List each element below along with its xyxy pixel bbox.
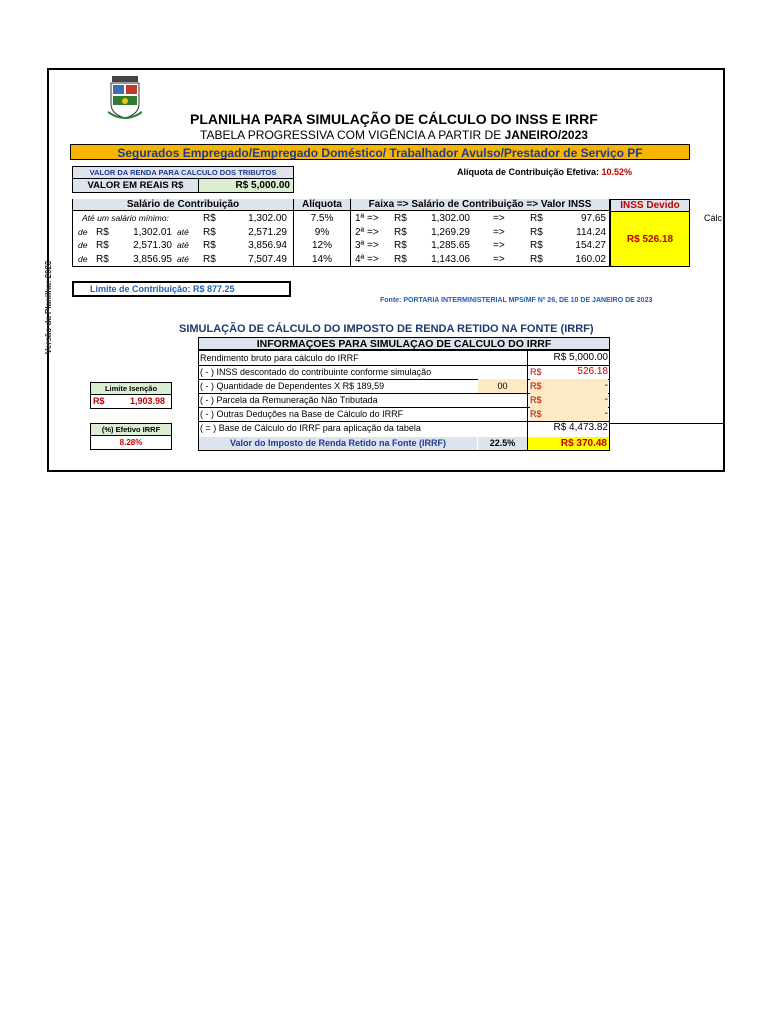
row-prefix: de bbox=[78, 240, 88, 250]
arrow: => bbox=[493, 253, 505, 265]
col-aliquota-header: Alíquota bbox=[294, 199, 350, 211]
arrow: => bbox=[493, 213, 505, 224]
divider bbox=[350, 199, 351, 267]
currency: R$ bbox=[96, 240, 109, 251]
aliquota-rate: 7.5% bbox=[310, 213, 334, 224]
irrf-final-rate: 22.5% bbox=[478, 437, 527, 450]
currency: R$ bbox=[530, 226, 543, 238]
subtitle-prefix: TABELA PROGRESSIVA COM VIGÊNCIA A PARTIR DE bbox=[200, 128, 505, 142]
row-prefix: de bbox=[78, 226, 88, 237]
salario-from: 2,571.30 bbox=[133, 240, 172, 251]
currency: R$ bbox=[394, 213, 407, 224]
irrf-row-label: ( - ) Quantidade de Dependentes X R$ 189,59 bbox=[200, 381, 385, 391]
faixa-base: 1,143.06 bbox=[431, 253, 470, 265]
subtitle-period: JANEIRO/2023 bbox=[504, 128, 588, 142]
faixa-label: 3ª => bbox=[355, 240, 379, 251]
currency: R$ bbox=[203, 213, 216, 224]
fonte-citation: Fonte: PORTARIA INTERMINISTERIAL MPS/MF Nº 26, DE 10 DE JANEIRO DE 2023 bbox=[380, 297, 653, 304]
faixa-label: 4ª => bbox=[355, 253, 379, 265]
valor-renda-input[interactable]: R$ 5,000.00 bbox=[199, 179, 293, 192]
irrf-row-label: Rendimento bruto para cálculo do IRRF bbox=[200, 353, 359, 363]
faixa-valor: 160.02 bbox=[575, 253, 606, 265]
efetivo-irrf-value: 8.28% bbox=[119, 438, 143, 447]
irrf-row-label: ( - ) INSS descontado do contribuinte conforme simulação bbox=[200, 367, 432, 377]
aliquota-rate: 9% bbox=[314, 226, 330, 238]
limite-contribuicao: Limite de Contribuição: R$ 877.25 bbox=[72, 281, 291, 297]
currency: R$ bbox=[394, 226, 407, 238]
col-faixa-header: Faixa => Salário de Contribuição => Valor INSS bbox=[351, 199, 609, 211]
limite-isencao-label: Limite Isenção bbox=[91, 383, 171, 395]
row-ate: até bbox=[177, 253, 189, 264]
aliquota-rate: 14% bbox=[311, 253, 332, 265]
currency: R$ bbox=[530, 253, 543, 265]
faixa-base: 1,269.29 bbox=[431, 226, 470, 238]
currency: R$ bbox=[394, 240, 407, 251]
currency: R$ bbox=[394, 253, 407, 265]
irrf-row-value: R$ 5,000.00 bbox=[553, 352, 608, 363]
currency: R$ bbox=[530, 407, 550, 421]
limite-isencao-value bbox=[91, 395, 171, 408]
aliquota-efetiva-label: Alíquota de Contribuição Efetiva: bbox=[457, 167, 600, 177]
irrf-row-value[interactable]: - bbox=[550, 379, 608, 393]
irrf-row-label: ( - ) Parcela da Remuneração Não Tributada bbox=[200, 395, 378, 405]
faixa-base: 1,302.00 bbox=[431, 213, 470, 224]
page-title: PLANILHA PARA SIMULAÇÃO DE CÁLCULO DO INSS E IRRF bbox=[190, 111, 598, 127]
aliquota-rate: 12% bbox=[311, 240, 332, 251]
currency: R$ bbox=[203, 240, 216, 251]
currency: R$ bbox=[530, 379, 550, 393]
row-ate: até bbox=[177, 226, 189, 237]
irrf-final-label: Valor do Imposto de Renda Retido na Fonte (IRRF) bbox=[199, 437, 477, 450]
irrf-row-value[interactable]: - bbox=[550, 393, 608, 407]
faixa-valor: 114.24 bbox=[576, 226, 606, 238]
currency: R$ bbox=[96, 253, 109, 265]
inss-devido-value: R$ 526.18 bbox=[610, 211, 690, 267]
currency: R$ bbox=[203, 253, 216, 265]
col-salario-header: Salário de Contribuição bbox=[73, 199, 293, 211]
valor-label: VALOR EM REAIS R$ bbox=[73, 179, 199, 192]
irrf-row-label: ( - ) Outras Deduções na Base de Cálculo do IRRF bbox=[200, 409, 404, 419]
faixa-valor: 154.27 bbox=[575, 240, 606, 251]
irrf-title: SIMULAÇÃO DE CÁLCULO DO IMPOSTO DE RENDA RETIDO NA FONTE (IRRF) bbox=[179, 323, 594, 335]
faixa-base: 1,285.65 bbox=[431, 240, 470, 251]
aliquota-efetiva-value: 10.52% bbox=[601, 167, 633, 177]
dependentes-input[interactable]: 00 bbox=[478, 379, 527, 393]
salario-to: 7,507.49 bbox=[248, 253, 287, 265]
irrf-row-value: R$ 4,473.82 bbox=[553, 422, 608, 433]
salario-to: 1,302.00 bbox=[248, 213, 287, 224]
row-ate: até bbox=[177, 240, 189, 250]
salario-from: 3,856.95 bbox=[133, 253, 172, 265]
currency: R$ bbox=[530, 240, 543, 251]
currency: R$ bbox=[530, 213, 543, 224]
divider bbox=[610, 423, 725, 424]
faixa-label: 2ª => bbox=[355, 226, 379, 238]
irrf-row-value[interactable]: - bbox=[550, 407, 608, 421]
irrf-final-value: R$ 370.48 bbox=[528, 437, 609, 450]
aliquota-efetiva bbox=[457, 167, 632, 177]
currency: R$ bbox=[530, 393, 550, 407]
version-label: Versão da Planilha: 2023 bbox=[44, 260, 53, 354]
arrow: => bbox=[493, 240, 505, 251]
segurados-banner: Segurados Empregado/Empregado Doméstico/ Trabalhador Avulso/Prestador de Serviço PF bbox=[70, 144, 690, 160]
salario-minimo-label: Até um salário mínimo: bbox=[82, 213, 169, 223]
faixa-label: 1ª => bbox=[355, 213, 379, 224]
salario-to: 2,571.29 bbox=[248, 226, 287, 238]
limite-isencao-amount: 1,903.98 bbox=[129, 396, 165, 406]
efetivo-irrf-label: (%) Efetivo IRRF bbox=[91, 424, 171, 436]
irrf-row-value: 526.18 bbox=[577, 366, 608, 377]
page-subtitle bbox=[200, 128, 588, 142]
row-prefix: de bbox=[78, 253, 88, 264]
currency: R$ bbox=[203, 226, 216, 238]
renda-header: VALOR DA RENDA PARA CALCULO DOS TRIBUTOS bbox=[73, 167, 293, 179]
currency: R$ bbox=[530, 367, 542, 377]
coat-of-arms-logo bbox=[108, 76, 142, 122]
currency: R$ bbox=[96, 226, 109, 238]
irrf-row-label: ( = ) Base de Cálculo do IRRF para aplicação da tabela bbox=[200, 423, 421, 433]
col-inss-header: INSS Devido bbox=[610, 199, 690, 212]
arrow: => bbox=[493, 226, 505, 238]
salario-from: 1,302.01 bbox=[133, 226, 172, 238]
cut-off-label: Cálc bbox=[704, 213, 723, 223]
irrf-info-header: INFORMAÇOES PARA SIMULAÇAO DE CALCULO DO IRRF bbox=[198, 337, 610, 350]
faixa-valor: 97.65 bbox=[580, 213, 606, 224]
currency: R$ bbox=[93, 396, 105, 406]
salario-to: 3,856.94 bbox=[248, 240, 287, 251]
